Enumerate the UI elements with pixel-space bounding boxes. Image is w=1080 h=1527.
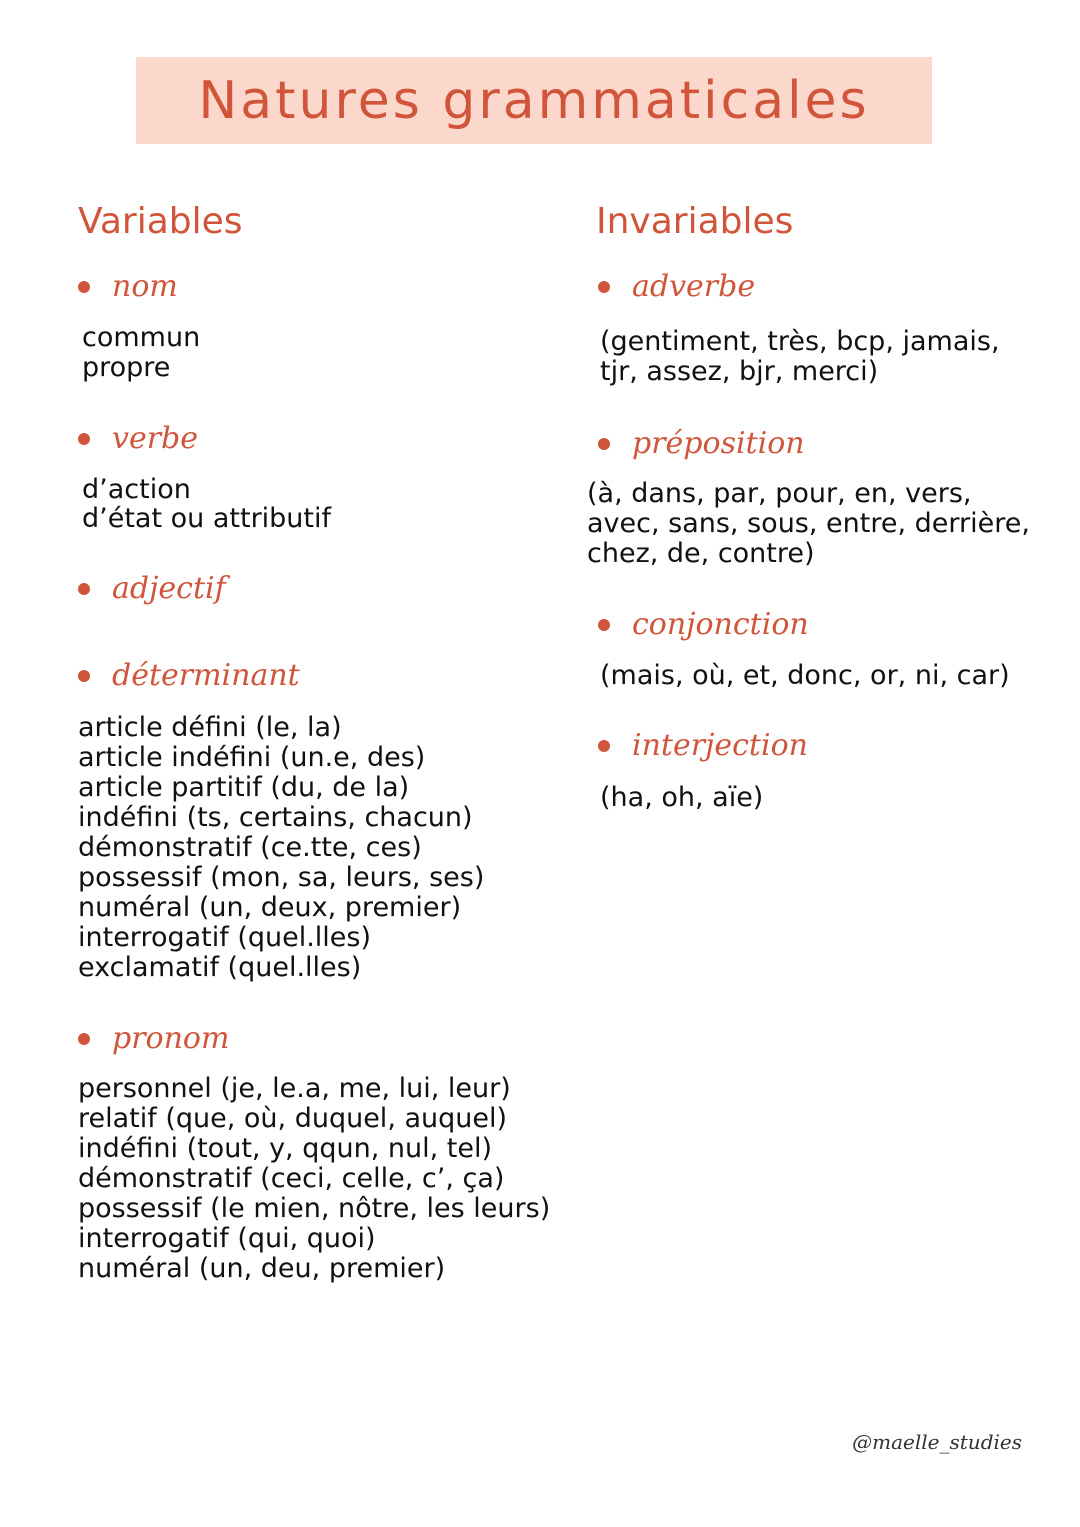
bullet-verbe	[78, 421, 199, 456]
conjonction-label: conjonction	[632, 607, 809, 642]
bullet-adverbe	[598, 269, 756, 304]
determinant-line: démonstratif (ce.tte, ces)	[78, 832, 422, 863]
pronom-label: pronom	[112, 1021, 230, 1056]
determinant-label: déterminant	[112, 658, 300, 693]
pronom-line: personnel (je, le.a, me, lui, leur)	[78, 1073, 511, 1104]
bullet-conjonction	[598, 607, 809, 642]
verbe-line: d’état ou attributif	[82, 503, 332, 534]
adverbe-label: adverbe	[632, 269, 756, 304]
determinant-line: numéral (un, deux, premier)	[78, 892, 462, 923]
pronom-line: indéfini (tout, y, qqun, nul, tel)	[78, 1133, 493, 1164]
pronom-line: relatif (que, où, duquel, auquel)	[78, 1103, 508, 1134]
bullet-interjection	[598, 728, 808, 763]
preposition-label: préposition	[632, 426, 805, 461]
verbe-line: d’action	[82, 474, 191, 505]
nom-line: propre	[82, 352, 171, 383]
bullet-dot-icon	[598, 281, 610, 293]
determinant-line: exclamatif (quel.lles)	[78, 952, 362, 983]
bullet-dot-icon	[78, 1033, 90, 1045]
determinant-line: article partitif (du, de la)	[78, 772, 410, 803]
determinant-line: indéfini (ts, certains, chacun)	[78, 802, 473, 833]
bullet-preposition	[598, 426, 805, 461]
determinant-line: interrogatif (quel.lles)	[78, 922, 372, 953]
bullet-dot-icon	[78, 433, 90, 445]
nom-line: commun	[82, 322, 201, 353]
invariables-heading: Invariables	[596, 201, 794, 242]
bullet-dot-icon	[598, 740, 610, 752]
determinant-line: article indéfini (un.e, des)	[78, 742, 426, 773]
determinant-line: article défini (le, la)	[78, 712, 342, 743]
bullet-determinant	[78, 658, 300, 693]
bullet-pronom	[78, 1021, 230, 1056]
adverbe-line: tjr, assez, bjr, merci)	[600, 356, 879, 387]
page-title: Natures grammaticales	[198, 70, 870, 131]
pronom-line: interrogatif (qui, quoi)	[78, 1223, 376, 1254]
bullet-dot-icon	[78, 281, 90, 293]
bullet-dot-icon	[598, 619, 610, 631]
author-signature: @maelle_studies	[852, 1430, 1022, 1454]
preposition-line: (à, dans, par, pour, en, vers,	[587, 478, 972, 509]
variables-heading: Variables	[78, 201, 243, 242]
preposition-line: chez, de, contre)	[587, 538, 815, 569]
verbe-label: verbe	[112, 421, 199, 456]
bullet-nom	[78, 269, 178, 304]
adjectif-label: adjectif	[112, 571, 226, 606]
title-banner	[136, 57, 932, 144]
adverbe-line: (gentiment, très, bcp, jamais,	[600, 326, 1000, 357]
pronom-line: démonstratif (ceci, celle, c’, ça)	[78, 1163, 505, 1194]
determinant-line: possessif (mon, sa, leurs, ses)	[78, 862, 485, 893]
interjection-label: interjection	[632, 728, 808, 763]
bullet-dot-icon	[78, 583, 90, 595]
interjection-line: (ha, oh, aïe)	[600, 782, 764, 813]
conjonction-line: (mais, où, et, donc, or, ni, car)	[600, 660, 1010, 691]
nom-label: nom	[112, 269, 178, 304]
bullet-dot-icon	[598, 438, 610, 450]
pronom-line: numéral (un, deu, premier)	[78, 1253, 446, 1284]
preposition-line: avec, sans, sous, entre, derrière,	[587, 508, 1030, 539]
bullet-dot-icon	[78, 670, 90, 682]
pronom-line: possessif (le mien, nôtre, les leurs)	[78, 1193, 551, 1224]
bullet-adjectif	[78, 571, 226, 606]
